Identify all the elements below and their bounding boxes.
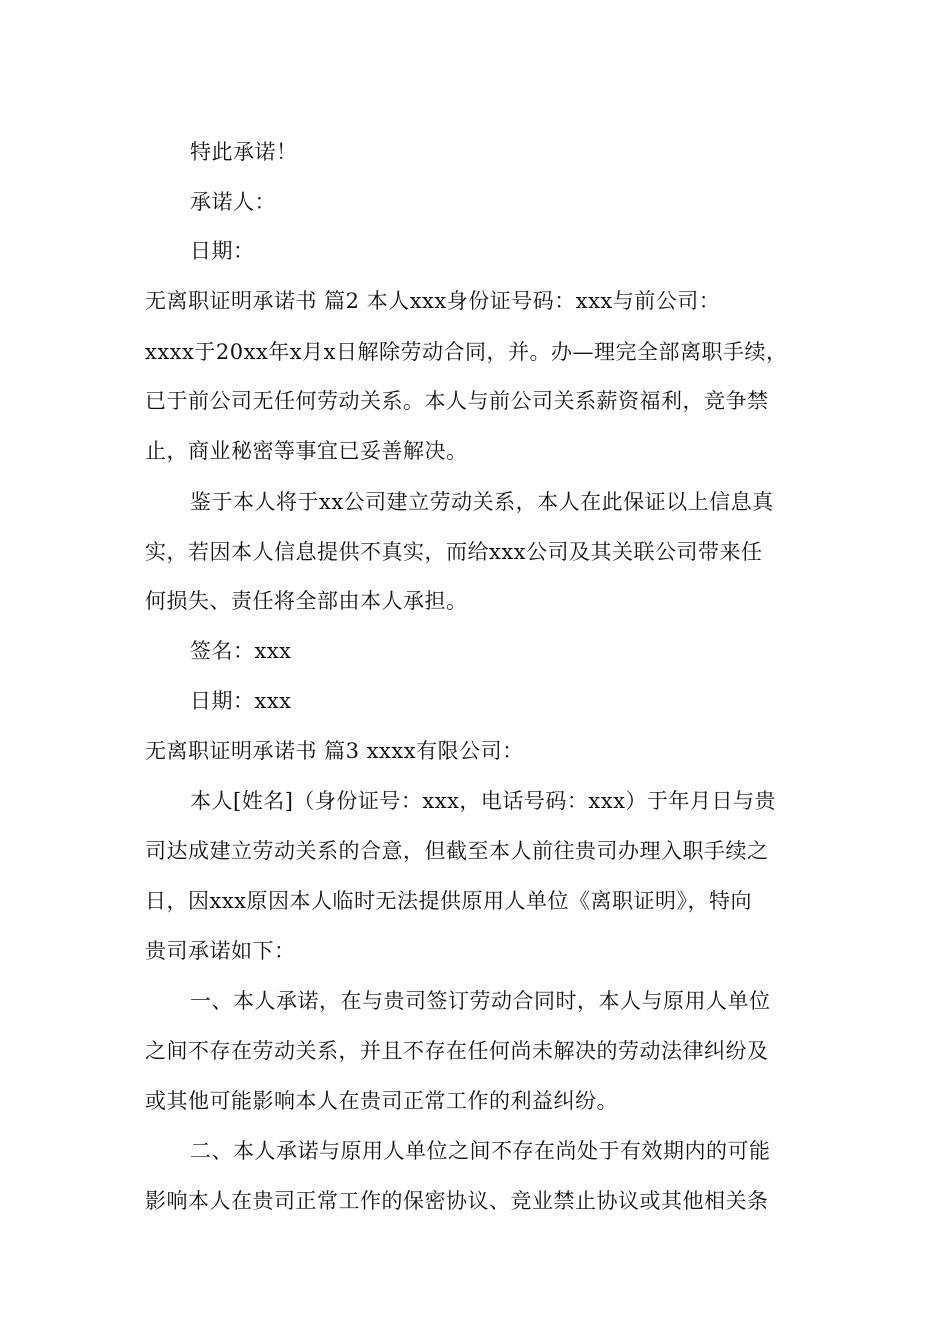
paragraph-line: 一、本人承诺，在与贵司签订劳动合同时，本人与原用人单位: [190, 989, 771, 1013]
section-heading-2: 无离职证明承诺书 篇2 本人xxx身份证号码：xxx与前公司：: [145, 289, 721, 313]
paragraph-line: 日，因xxx原因本人临时无法提供原用人单位《离职证明》，特向: [145, 889, 753, 913]
paragraph-line: 何损失、责任将全部由本人承担。: [145, 589, 468, 613]
paragraph-line: 二、本人承诺与原用人单位之间不存在尚处于有效期内的可能: [190, 1139, 771, 1163]
promisor-label: 承诺人：: [190, 190, 276, 214]
paragraph-line: 司达成建立劳动关系的合意，但截至本人前往贵司办理入职手续之: [145, 839, 769, 863]
paragraph-line: 或其他可能影响本人在贵司正常工作的利益纠纷。: [145, 1089, 618, 1113]
date-label: 日期：: [190, 239, 255, 263]
paragraph-line: 已于前公司无任何劳动关系。本人与前公司关系薪资福利，竞争禁: [145, 389, 769, 413]
date-line: 日期：xxx: [190, 689, 292, 713]
signature-line: 签名：xxx: [190, 639, 292, 663]
closing-statement: 特此承诺！: [190, 140, 298, 164]
paragraph-line: 鉴于本人将于xx公司建立劳动关系，本人在此保证以上信息真: [190, 490, 774, 514]
paragraph-line: xxxx于20xx年x月x日解除劳动合同，并。办—理完全部离职手续，: [145, 340, 788, 364]
paragraph-line: 本人[姓名]（身份证号：xxx，电话号码：xxx）于年月日与贵: [190, 789, 776, 813]
section-heading-3: 无离职证明承诺书 篇3 xxxx有限公司：: [145, 739, 524, 763]
paragraph-line: 之间不存在劳动关系，并且不存在任何尚未解决的劳动法律纠纷及: [145, 1039, 769, 1063]
paragraph-line: 影响本人在贵司正常工作的保密协议、竞业禁止协议或其他相关条: [145, 1189, 769, 1213]
paragraph-line: 贵司承诺如下：: [145, 939, 296, 963]
paragraph-line: 实，若因本人信息提供不真实，而给xxx公司及其关联公司带来任: [145, 540, 763, 564]
paragraph-line: 止，商业秘密等事宜已妥善解决。: [145, 439, 468, 463]
